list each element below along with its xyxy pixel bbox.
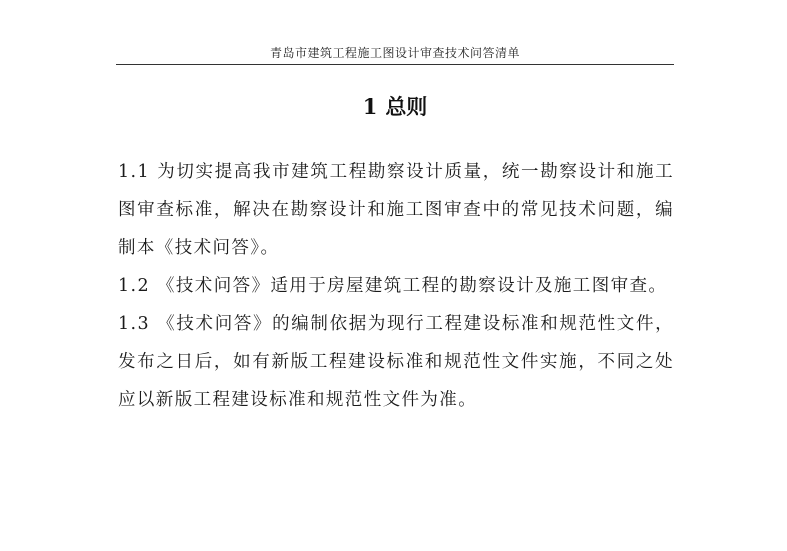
running-header: 青岛市建筑工程施工图设计审查技术问答清单 [269,46,520,60]
paragraph-1-1 [118,153,674,267]
clause-text: 《技术问答》适用于房屋建筑工程的勘察设计及施工图审查。 [157,276,668,296]
section-title: 总则 [385,94,428,119]
section-number: 1 [362,94,378,119]
clause-number: 1.1 [118,162,151,182]
section-heading [116,92,674,122]
clause-text: 《技术问答》的编制依据为现行工程建设标准和规范性文件，发布之日后，如有新版工程建设标准和规范性文件实施，不同之处应以新版工程建设标准和规范性文件为准。 [118,314,674,410]
clause-number: 1.2 [118,276,151,296]
paragraph-1-2 [118,267,674,305]
paragraph-1-3 [118,305,674,419]
clause-number: 1.3 [118,314,151,334]
clause-text: 为切实提高我市建筑工程勘察设计质量，统一勘察设计和施工图审查标准，解决在勘察设计和施工图审查中的常见技术问题，编制本《技术问答》。 [118,162,674,258]
header-rule [116,64,674,65]
body-text [118,153,674,419]
